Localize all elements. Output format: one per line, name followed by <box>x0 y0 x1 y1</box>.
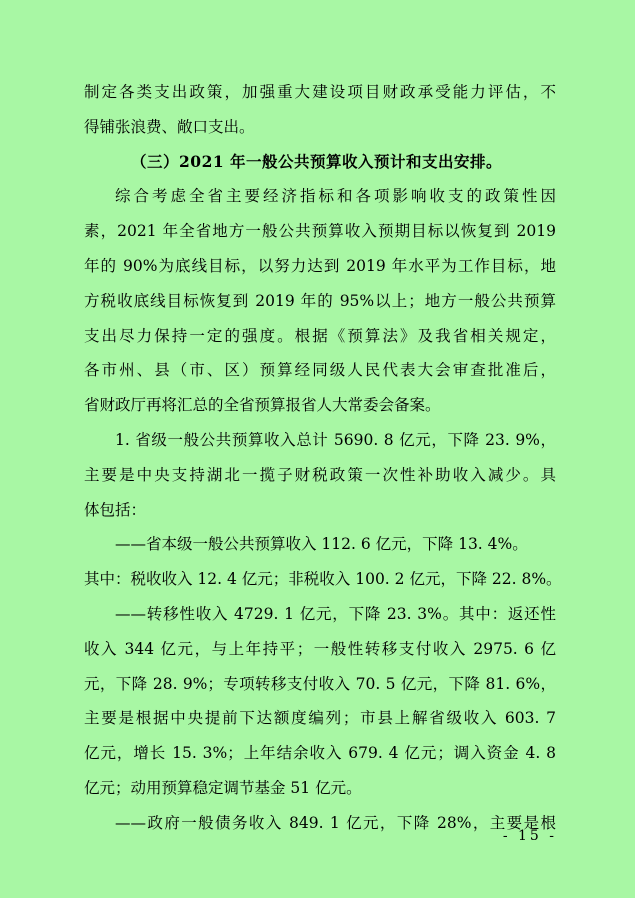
text-line: 主要是根据中央提前下达额度编列；市县上解省级收入 603. 7 <box>84 709 556 728</box>
text-line: 1. 省级一般公共预算收入总计 5690. 8 亿元，下降 23. 9%， <box>115 430 556 449</box>
page-number: - 15 - <box>502 828 557 844</box>
text-line: ——省本级一般公共预算收入 112. 6 亿元，下降 13. 4%。 <box>115 535 528 554</box>
text-line: 元，下降 28. 9%；专项转移支付收入 70. 5 亿元，下降 81. 6%， <box>84 674 556 693</box>
text-line: 素，2021 年全省地方一般公共预算收入预期目标以恢复到 2019 <box>84 222 556 241</box>
text-line: 支出尽力保持一定的强度。根据《预算法》及我省相关规定， <box>84 326 556 345</box>
text-line: 年的 90%为底线目标，以努力达到 2019 年水平为工作目标，地 <box>84 256 556 275</box>
text-line: 省财政厅再将汇总的全省预算报省人大常委会备案。 <box>84 396 441 415</box>
text-line: 其中：税收收入 12. 4 亿元；非税收入 100. 2 亿元，下降 22. 8%。 <box>84 570 562 589</box>
document-body <box>84 75 562 841</box>
text-line: ——转移性收入 4729. 1 亿元，下降 23. 3%。其中：返还性 <box>115 604 556 623</box>
text-line: 收入 344 亿元，与上年持平；一般性转移支付收入 2975. 6 亿 <box>84 639 556 658</box>
text-line: 得铺张浪费、敞口支出。 <box>84 117 255 136</box>
text-line: 亿元；动用预算稳定调节基金 51 亿元。 <box>84 778 362 797</box>
text-line: 亿元，增长 15. 3%；上年结余收入 679. 4 亿元；调入资金 4. 8 <box>84 744 556 763</box>
text-line: 制定各类支出政策，加强重大建设项目财政承受能力评估，不 <box>84 83 556 101</box>
text-line: 各市州、县（市、区）预算经同级人民代表大会审查批准后， <box>84 361 556 380</box>
text-line: 体包括： <box>84 500 147 519</box>
section-heading: （三）2021 年一般公共预算收入预计和支出安排。 <box>131 151 503 171</box>
text-line: 方税收底线目标恢复到 2019 年的 95%以上；地方一般公共预算 <box>84 291 556 310</box>
text-line: ——政府一般债务收入 849. 1 亿元，下降 28%，主要是根 <box>115 813 556 832</box>
text-line: 主要是中央支持湖北一揽子财税政策一次性补助收入减少。具 <box>84 465 556 484</box>
text-line: 综合考虑全省主要经济指标和各项影响收支的政策性因 <box>115 187 556 206</box>
